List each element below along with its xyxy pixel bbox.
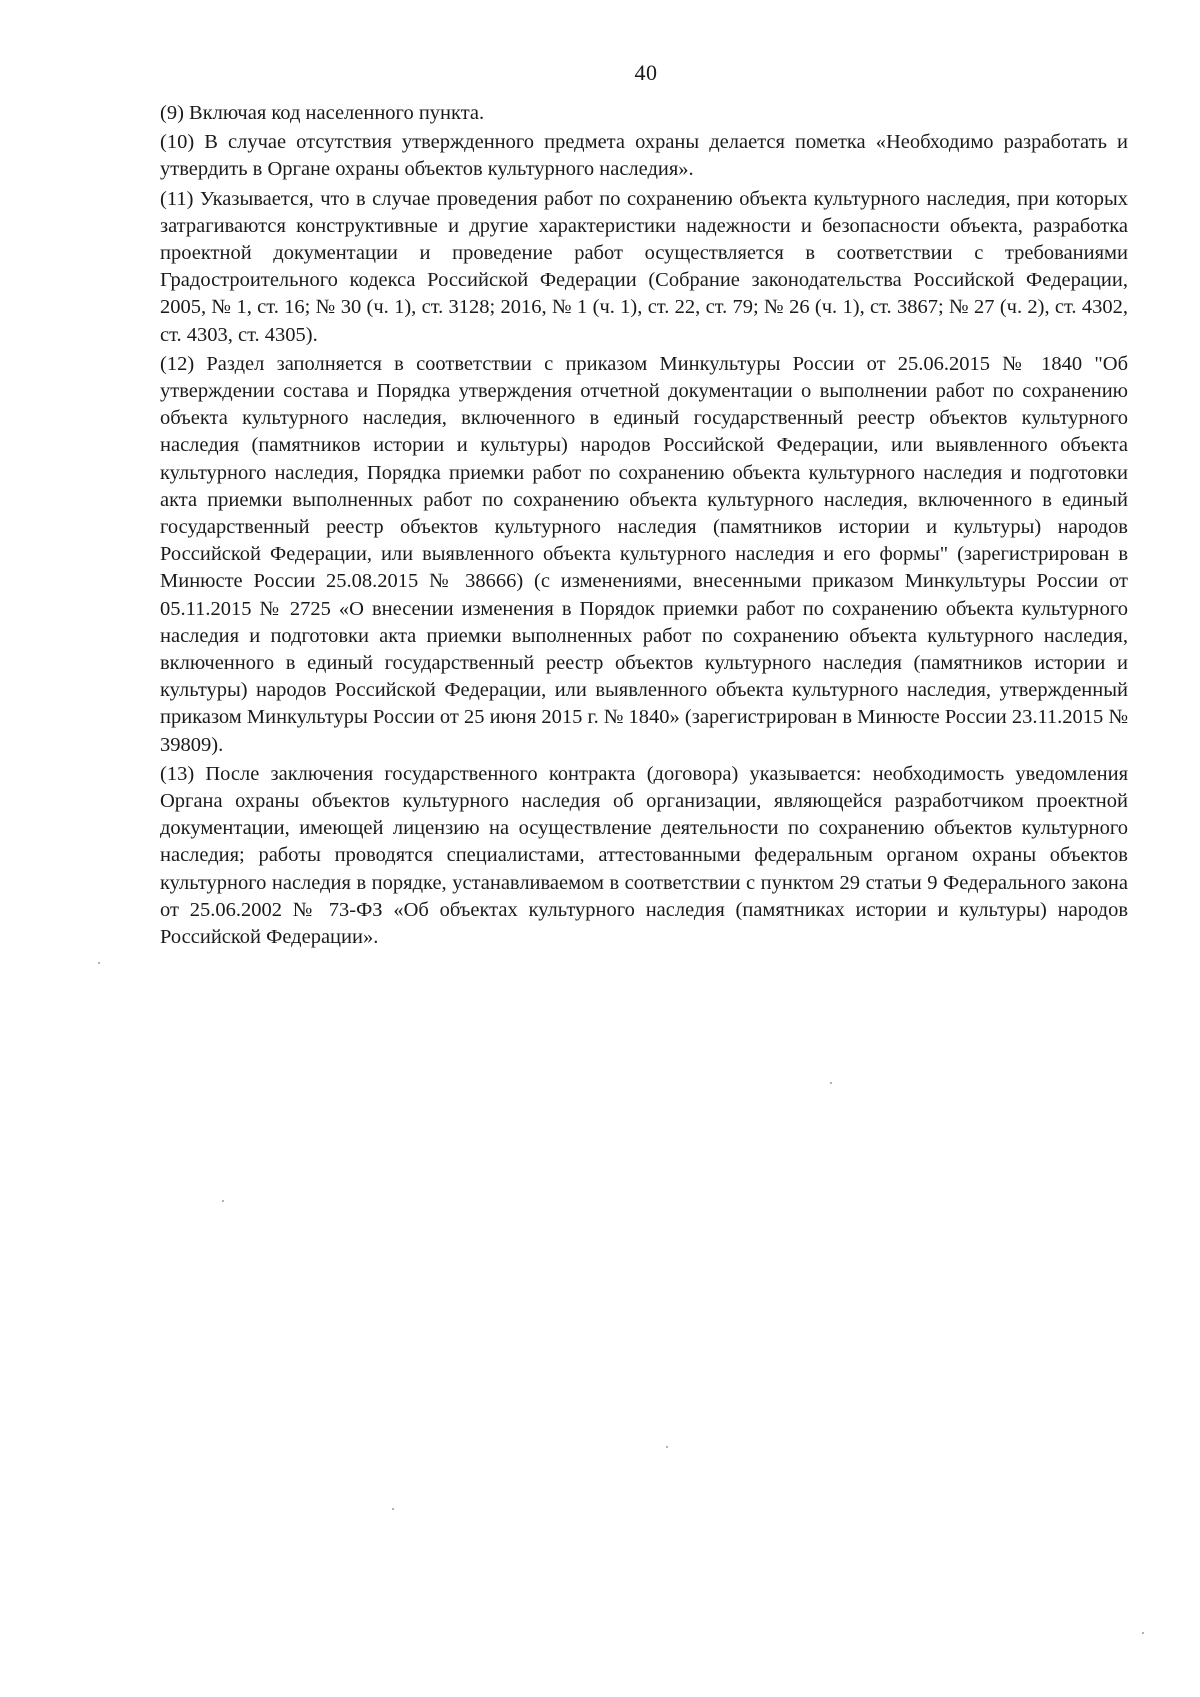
scan-speck	[1142, 1632, 1144, 1634]
scan-speck	[98, 962, 100, 964]
footnotes-list	[160, 100, 1128, 953]
footnote-12: (12) Раздел заполняется в соответствии с приказом Минкультуры России от 25.06.2015 № 1840 "Об утверждении состава и Порядка утверждения отчетной документации о выполнении работ по сохранению объекта культурного наследия, включенного в единый государственный реестр объектов культурного наследия (памятников истории и культуры) народов Российской Федерации, или выявленного объекта культурного наследия, Порядка приемки работ по сохранению объекта культурного наследия и подготовки акта приемки выполненных работ по сохранению объекта культурного наследия, включенного в единый государственный реестр объектов культурного наследия (памятников истории и культуры) народов Российской Федерации, или выявленного объекта культурного наследия и его формы" (зарегистрирован в Минюсте России 25.08.2015 № 38666) (с изменениями, внесенными приказом Минкультуры России от 05.11.2015 № 2725 «О внесении изменения в Порядок приемки работ по сохранению объекта культурного наследия и подготовки акта приемки выполненных работ по сохранению объекта культурного наследия, включенного в единый государственный реестр объектов культурного наследия (памятников истории и культуры) народов Российской Федерации, или выявленного объекта культурного наследия, утвержденный приказом Минкультуры России от 25 июня 2015 г. № 1840» (зарегистрирован в Минюсте России 23.11.2015 № 39809).	[160, 352, 1128, 756]
footnote-9: (9) Включая код населенного пункта.	[160, 102, 485, 124]
scan-speck	[830, 1082, 832, 1084]
page-number: 40	[634, 60, 658, 85]
scan-speck	[392, 1508, 394, 1510]
footnote-11: (11) Указывается, что в случае проведения работ по сохранению объекта культурного наследия, при которых затрагиваются конструктивные и другие характеристики надежности и безопасности объекта, разработка проектной документации и проведение работ осуществляется в соответствии с требованиями Градостроительного кодекса Российской Федерации (Собрание законодательства Российской Федерации, 2005, № 1, ст. 16; № 30 (ч. 1), ст. 3128; 2016, № 1 (ч. 1), ст. 22, ст. 79; № 26 (ч. 1), ст. 3867; № 27 (ч. 2), ст. 4302, ст. 4303, ст. 4305).	[160, 187, 1128, 346]
footnote-13: (13) После заключения государственного контракта (договора) указывается: необходимость уведомления Органа охраны объектов культурного наследия об организации, являющейся разработчиком проектной документации, имеющей лицензию на осуществление деятельности по сохранению объектов культурного наследия; работы проводятся специалистами, аттестованными федеральным органом охраны объектов культурного наследия в порядке, устанавливаемом в соответствии с пунктом 29 статьи 9 Федерального закона от 25.06.2002 № 73-ФЗ «Об объектах культурного наследия (памятниках истории и культуры) народов Российской Федерации».	[160, 762, 1128, 949]
scan-speck	[666, 1446, 668, 1448]
scan-speck	[222, 1200, 224, 1202]
footnote-10: (10) В случае отсутствия утвержденного предмета охраны делается пометка «Необходимо разработать и утвердить в Органе охраны объектов культурного наследия».	[160, 131, 1128, 181]
